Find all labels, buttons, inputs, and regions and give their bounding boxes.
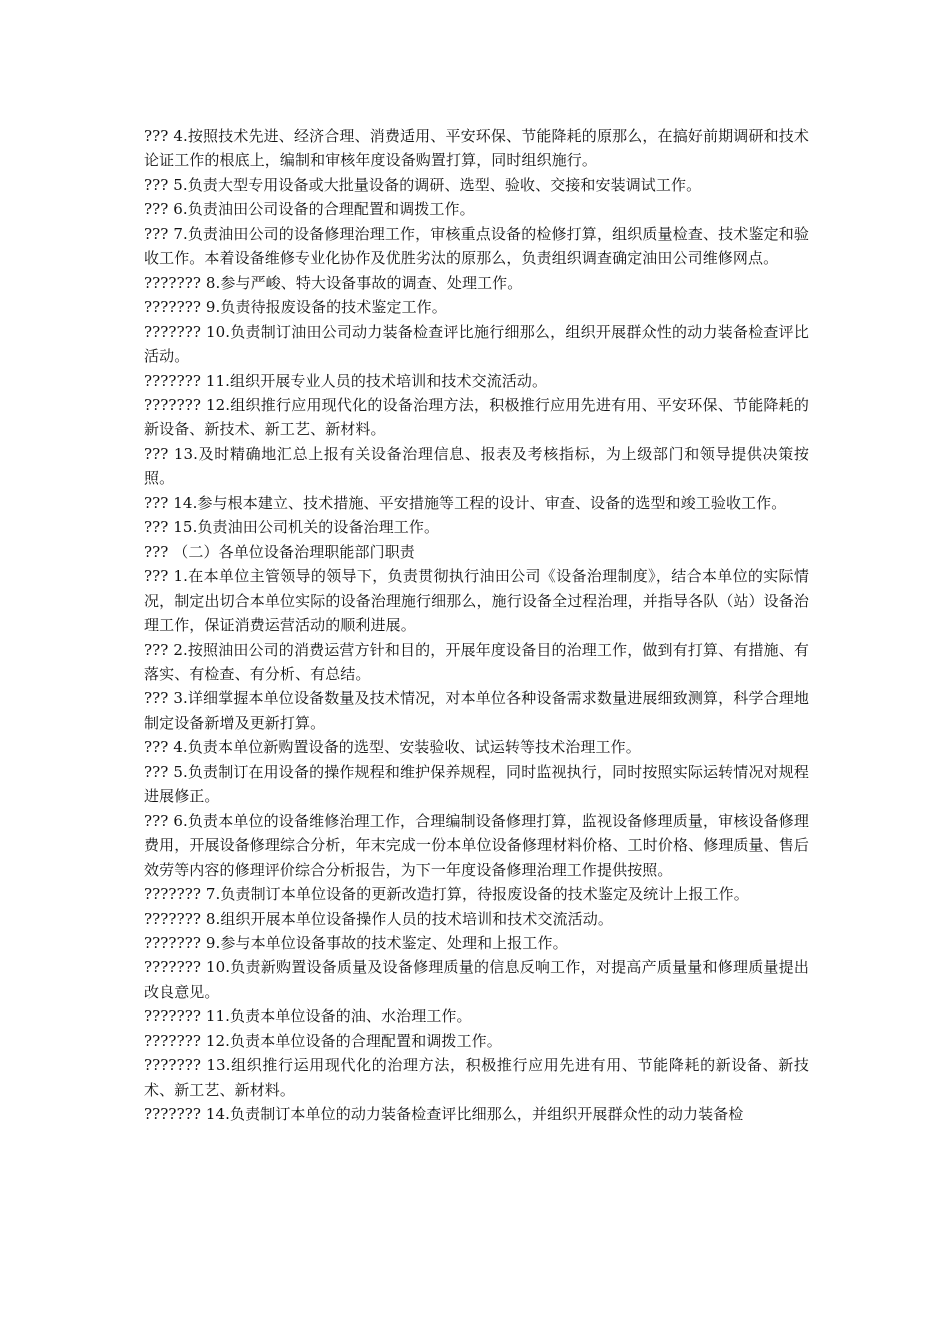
paragraph: ??? 15.负责油田公司机关的设备治理工作。 bbox=[144, 518, 440, 537]
paragraph: ??????? 13.组织推行运用现代化的治理方法，积极推行应用先进有用、节能降耗的新设备、新技术、新工艺、新材料。 bbox=[144, 1056, 809, 1099]
paragraph: ??? 5.负责制订在用设备的操作规程和维护保养规程，同时监视执行，同时按照实际运转情况对规程进展修正。 bbox=[144, 762, 809, 806]
paragraph: ??????? 10.负责新购置设备质量及设备修理质量的信息反响工作，对提高产质量量和修理质量提出改良意见。 bbox=[144, 958, 809, 1001]
paragraph: ??? 4.负责本单位新购置设备的选型、安装验收、试运转等技术治理工作。 bbox=[144, 738, 641, 757]
paragraph: ??????? 12.负责本单位设备的合理配置和调拨工作。 bbox=[144, 1031, 502, 1050]
paragraph: ??? 6.负责油田公司设备的合理配置和调拨工作。 bbox=[144, 200, 475, 219]
paragraph: ??????? 11.组织开展专业人员的技术培训和技术交流活动。 bbox=[144, 371, 548, 390]
paragraph: ??????? 12.组织推行应用现代化的设备治理方法，积极推行应用先进有用、平安环保、节能降耗的新设备、新技术、新工艺、新材料。 bbox=[144, 395, 809, 439]
paragraph: ??????? 7.负责制订本单位设备的更新改造打算，待报废设备的技术鉴定及统计上报工作。 bbox=[144, 885, 749, 904]
paragraph: ??? 7.负责油田公司的设备修理治理工作，审核重点设备的检修打算，组织质量检查、技术鉴定和验收工作。本着设备维修专业化协作及优胜劣汰的原那么，负责组织调查确定油田公司维修网点。 bbox=[144, 224, 809, 268]
paragraph: ??? 6.负责本单位的设备维修治理工作，合理编制设备修理打算，监视设备修理质量，审核设备修理费用，开展设备修理综合分析，年末完成一份本单位设备修理材料价格、工时价格、修理质量、售后效劳等内容的修理评价综合分析报告，为下一年度设备修理治理工作提供按照。 bbox=[144, 811, 809, 879]
paragraph: ??? 1.在本单位主管领导的领导下，负责贯彻执行油田公司《设备治理制度》，结合本单位的实际情况，制定出切合本单位实际的设备治理施行细那么，施行设备全过程治理，并指导各队（站）设备治理工作，保证消费运营活动的顺利进展。 bbox=[144, 567, 809, 635]
paragraph: ??? 4.按照技术先进、经济合理、消费适用、平安环保、节能降耗的原那么，在搞好前期调研和技术论证工作的根底上，编制和审核年度设备购置打算，同时组织施行。 bbox=[144, 127, 809, 170]
paragraph: ??? 14.参与根本建立、技术措施、平安措施等工程的设计、审查、设备的选型和竣工验收工作。 bbox=[144, 493, 787, 512]
paragraph: ??????? 8.参与严峻、特大设备事故的调查、处理工作。 bbox=[144, 273, 523, 292]
paragraph: ??? 3.详细掌握本单位设备数量及技术情况，对本单位各种设备需求数量进展细致测算，科学合理地制定设备新增及更新打算。 bbox=[144, 689, 809, 732]
paragraph: ??????? 14.负责制订本单位的动力装备检查评比细那么，并组织开展群众性的动力装备检 bbox=[144, 1105, 744, 1124]
paragraph: ??? 5.负责大型专用设备或大批量设备的调研、选型、验收、交接和安装调试工作。 bbox=[144, 175, 702, 194]
paragraph: ??????? 9.参与本单位设备事故的技术鉴定、处理和上报工作。 bbox=[144, 933, 568, 952]
section-heading: ??? （二）各单位设备治理职能部门职责 bbox=[144, 542, 415, 561]
paragraph: ??????? 8.组织开展本单位设备操作人员的技术培训和技术交流活动。 bbox=[144, 909, 613, 928]
paragraph: ??? 2.按照油田公司的消费运营方针和目的，开展年度设备目的治理工作，做到有打算、有措施、有落实、有检查、有分析、有总结。 bbox=[144, 640, 809, 683]
paragraph: ??????? 10.负责制订油田公司动力装备检查评比施行细那么，组织开展群众性的动力装备检查评比活动。 bbox=[144, 322, 809, 366]
paragraph: ??????? 11.负责本单位设备的油、水治理工作。 bbox=[144, 1007, 472, 1026]
paragraph: ??????? 9.负责待报废设备的技术鉴定工作。 bbox=[144, 298, 447, 317]
document-body bbox=[144, 124, 809, 1127]
paragraph: ??? 13.及时精确地汇总上报有关设备治理信息、报表及考核指标，为上级部门和领导提供决策按照。 bbox=[144, 444, 809, 488]
